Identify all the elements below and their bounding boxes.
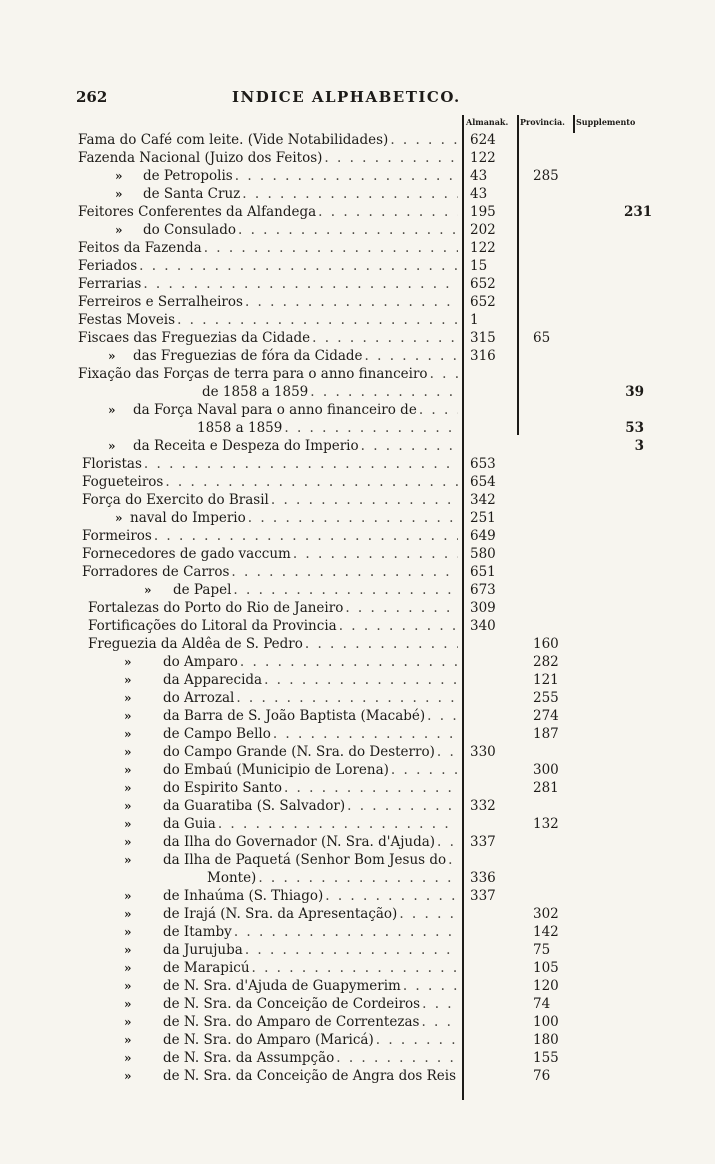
index-entry bbox=[0, 222, 715, 239]
entry-label: de Itamby bbox=[163, 924, 232, 940]
entry-label: da Guia bbox=[163, 816, 216, 832]
leader-dots bbox=[421, 1014, 458, 1031]
page-ref-provincia: 274 bbox=[533, 708, 559, 724]
entry-label: Floristas bbox=[82, 456, 142, 472]
index-entry bbox=[0, 186, 715, 203]
leader-dots bbox=[399, 906, 458, 923]
index-entry bbox=[0, 258, 715, 275]
column-rule-right bbox=[573, 115, 575, 133]
index-entry bbox=[0, 240, 715, 257]
entry-label: Força do Exercito do Brasil bbox=[82, 492, 269, 508]
page-ref-almanak: 15 bbox=[470, 258, 488, 274]
page-ref-almanak: 336 bbox=[470, 870, 496, 886]
leader-dots bbox=[218, 816, 458, 833]
page-ref-almanak: 122 bbox=[470, 150, 496, 166]
page-ref-provincia: 160 bbox=[533, 636, 559, 652]
ditto-mark: » bbox=[124, 763, 132, 777]
entry-label: de N. Sra. do Amparo (Maricá) bbox=[163, 1032, 374, 1048]
page-ref-almanak: 652 bbox=[470, 294, 496, 310]
index-entry bbox=[0, 906, 715, 923]
page-ref-provincia: 121 bbox=[533, 672, 559, 688]
ditto-mark: » bbox=[124, 979, 132, 993]
page-ref-provincia: 285 bbox=[533, 168, 559, 184]
index-entry bbox=[0, 312, 715, 329]
entry-label: de Santa Cruz bbox=[143, 186, 241, 202]
entry-label: de 1858 a 1859 bbox=[202, 384, 309, 400]
index-entry bbox=[0, 330, 715, 347]
ditto-mark: » bbox=[124, 907, 132, 921]
leader-dots bbox=[139, 258, 458, 275]
entry-label: Forradores de Carros bbox=[82, 564, 230, 580]
entry-label: das Freguezias de fóra da Cidade bbox=[133, 348, 363, 364]
ditto-mark: » bbox=[108, 403, 116, 417]
leader-dots bbox=[233, 582, 458, 599]
leader-dots bbox=[391, 762, 458, 779]
ditto-mark: » bbox=[124, 745, 132, 759]
index-entry bbox=[0, 384, 715, 401]
page-ref-provincia: 300 bbox=[533, 762, 559, 778]
leader-dots bbox=[324, 150, 458, 167]
index-entry bbox=[0, 294, 715, 311]
entry-label: 1858 a 1859 bbox=[197, 420, 283, 436]
leader-dots bbox=[448, 852, 458, 869]
page-ref-provincia: 132 bbox=[533, 816, 559, 832]
index-entry bbox=[0, 888, 715, 905]
page-ref-provincia: 302 bbox=[533, 906, 559, 922]
leader-dots bbox=[235, 168, 458, 185]
page-ref-almanak: 43 bbox=[470, 186, 488, 202]
ditto-mark: » bbox=[124, 997, 132, 1011]
page-ref-supplemento: 39 bbox=[625, 384, 644, 400]
entry-label: da Barra de S. João Baptista (Macabé) bbox=[163, 708, 426, 724]
index-entry bbox=[0, 168, 715, 185]
leader-dots bbox=[248, 510, 458, 527]
leader-dots bbox=[264, 672, 458, 689]
column-header-almanak: Almanak. bbox=[466, 117, 509, 127]
index-entry bbox=[0, 510, 715, 527]
page-ref-supplemento: 231 bbox=[624, 204, 653, 220]
leader-dots bbox=[258, 870, 458, 887]
index-entry bbox=[0, 420, 715, 437]
leader-dots bbox=[347, 798, 458, 815]
ditto-mark: » bbox=[124, 709, 132, 723]
leader-dots bbox=[430, 366, 458, 383]
ditto-mark: » bbox=[124, 655, 132, 669]
entry-label: Ferrarias bbox=[78, 276, 142, 292]
entry-label: Feitos da Fazenda bbox=[78, 240, 202, 256]
leader-dots bbox=[284, 780, 458, 797]
page-ref-provincia: 155 bbox=[533, 1050, 559, 1066]
page-ref-almanak: 652 bbox=[470, 276, 496, 292]
entry-label: da Ilha do Governador (N. Sra. d'Ajuda) bbox=[163, 834, 436, 850]
entry-label: da Força Naval para o anno financeiro de bbox=[133, 402, 417, 418]
ditto-mark: » bbox=[124, 943, 132, 957]
leader-dots bbox=[154, 528, 458, 545]
leader-dots bbox=[204, 240, 458, 257]
entry-label: de N. Sra. da Conceição de Cordeiros bbox=[163, 996, 421, 1012]
index-entry bbox=[0, 402, 715, 419]
index-entry bbox=[0, 1032, 715, 1049]
entry-label: da Apparecida bbox=[163, 672, 263, 688]
page-ref-supplemento: 53 bbox=[625, 420, 644, 436]
leader-dots bbox=[284, 420, 458, 437]
entry-label: de Petropolis bbox=[143, 168, 233, 184]
page-ref-provincia: 255 bbox=[533, 690, 559, 706]
ditto-mark: » bbox=[124, 889, 132, 903]
page-ref-provincia: 187 bbox=[533, 726, 559, 742]
entry-label: Fogueteiros bbox=[82, 474, 164, 490]
leader-dots bbox=[305, 636, 458, 653]
entry-label: Formeiros bbox=[82, 528, 152, 544]
entry-label: Feitores Conferentes da Alfandega bbox=[78, 204, 317, 220]
page-ref-provincia: 105 bbox=[533, 960, 559, 976]
entry-label: Ferreiros e Serralheiros bbox=[78, 294, 243, 310]
entry-label: da Receita e Despeza do Imperio bbox=[133, 438, 359, 454]
index-entry bbox=[0, 1068, 715, 1085]
index-entry bbox=[0, 492, 715, 509]
index-entry bbox=[0, 672, 715, 689]
leader-dots bbox=[325, 888, 458, 905]
leader-dots bbox=[236, 690, 458, 707]
index-entry bbox=[0, 474, 715, 491]
leader-dots bbox=[419, 402, 458, 419]
leader-dots bbox=[240, 654, 458, 671]
index-entry bbox=[0, 978, 715, 995]
ditto-mark: » bbox=[124, 799, 132, 813]
ditto-mark: » bbox=[124, 1015, 132, 1029]
entry-label: do Embaú (Municipio de Lorena) bbox=[163, 762, 389, 778]
index-entry bbox=[0, 852, 715, 869]
page-ref-almanak: 673 bbox=[470, 582, 496, 598]
page-ref-almanak: 316 bbox=[470, 348, 496, 364]
entry-label: de N. Sra. da Assumpção bbox=[163, 1050, 335, 1066]
leader-dots bbox=[345, 600, 458, 617]
leader-dots bbox=[310, 384, 458, 401]
index-entry bbox=[0, 546, 715, 563]
ditto-mark: » bbox=[124, 691, 132, 705]
leader-dots bbox=[336, 1050, 458, 1067]
leader-dots bbox=[293, 546, 458, 563]
ditto-mark: » bbox=[124, 1051, 132, 1065]
page-ref-supplemento: 3 bbox=[634, 438, 644, 454]
page-ref-almanak: 342 bbox=[470, 492, 496, 508]
page-ref-almanak: 337 bbox=[470, 888, 496, 904]
index-entry bbox=[0, 690, 715, 707]
page-ref-almanak: 251 bbox=[470, 510, 496, 526]
page-ref-almanak: 330 bbox=[470, 744, 496, 760]
entry-label: do Espirito Santo bbox=[163, 780, 282, 796]
page-ref-almanak: 43 bbox=[470, 168, 488, 184]
entry-label: Freguezia da Aldêa de S. Pedro bbox=[88, 636, 303, 652]
leader-dots bbox=[252, 960, 458, 977]
leader-dots bbox=[427, 708, 458, 725]
entry-label: de N. Sra. do Amparo de Correntezas bbox=[163, 1014, 420, 1030]
index-entry bbox=[0, 798, 715, 815]
page-ref-provincia: 65 bbox=[533, 330, 551, 346]
index-entry bbox=[0, 1050, 715, 1067]
page-ref-almanak: 337 bbox=[470, 834, 496, 850]
leader-dots bbox=[422, 996, 458, 1013]
index-entry bbox=[0, 600, 715, 617]
entry-label: Monte) bbox=[207, 870, 257, 886]
entry-label: de Campo Bello bbox=[163, 726, 271, 742]
entry-label: de N. Sra. da Conceição de Angra dos Reis bbox=[163, 1068, 457, 1084]
entry-label: Fazenda Nacional (Juizo dos Feitos) bbox=[78, 150, 323, 166]
entry-label: Fornecedores de gado vaccum bbox=[82, 546, 291, 562]
ditto-mark: » bbox=[108, 439, 116, 453]
ditto-mark: » bbox=[124, 1033, 132, 1047]
page-ref-provincia: 142 bbox=[533, 924, 559, 940]
page-number: 262 bbox=[76, 88, 108, 106]
page-ref-provincia: 282 bbox=[533, 654, 559, 670]
leader-dots bbox=[231, 564, 458, 581]
index-entry bbox=[0, 438, 715, 455]
leader-dots bbox=[273, 726, 458, 743]
page-ref-provincia: 281 bbox=[533, 780, 559, 796]
index-entry bbox=[0, 996, 715, 1013]
leader-dots bbox=[245, 294, 458, 311]
index-entry bbox=[0, 564, 715, 581]
page-ref-almanak: 202 bbox=[470, 222, 496, 238]
ditto-mark: » bbox=[124, 817, 132, 831]
ditto-mark: » bbox=[115, 511, 123, 525]
page-ref-almanak: 122 bbox=[470, 240, 496, 256]
leader-dots bbox=[403, 978, 458, 995]
leader-dots bbox=[339, 618, 458, 635]
column-header-supplemento: Supplemento bbox=[576, 117, 636, 127]
index-entry bbox=[0, 708, 715, 725]
index-entry bbox=[0, 348, 715, 365]
entry-label: Festas Moveis bbox=[78, 312, 176, 328]
ditto-mark: » bbox=[124, 835, 132, 849]
entry-label: Fortificações do Litoral da Provincia bbox=[88, 618, 337, 634]
index-entry bbox=[0, 654, 715, 671]
leader-dots bbox=[437, 834, 458, 851]
ditto-mark: » bbox=[108, 349, 116, 363]
entry-label: Feriados bbox=[78, 258, 138, 274]
page-ref-almanak: 332 bbox=[470, 798, 496, 814]
page-ref-almanak: 654 bbox=[470, 474, 496, 490]
ditto-mark: » bbox=[124, 1069, 132, 1083]
entry-label: Fiscaes das Freguezias da Cidade bbox=[78, 330, 311, 346]
page-title: INDICE ALPHABETICO. bbox=[232, 88, 461, 106]
index-entry bbox=[0, 762, 715, 779]
entry-label: de Marapicú bbox=[163, 960, 250, 976]
index-entry bbox=[0, 816, 715, 833]
index-entry bbox=[0, 582, 715, 599]
page-ref-provincia: 74 bbox=[533, 996, 551, 1012]
entry-label: de Inhaúma (S. Thiago) bbox=[163, 888, 324, 904]
page-ref-provincia: 100 bbox=[533, 1014, 559, 1030]
index-entry bbox=[0, 960, 715, 977]
leader-dots bbox=[245, 942, 458, 959]
page-ref-almanak: 1 bbox=[470, 312, 479, 328]
leader-dots bbox=[143, 276, 458, 293]
entry-label: de N. Sra. d'Ajuda de Guapymerim bbox=[163, 978, 401, 994]
ditto-mark: » bbox=[124, 961, 132, 975]
index-entry bbox=[0, 1014, 715, 1031]
index-entry bbox=[0, 618, 715, 635]
leader-dots bbox=[437, 744, 458, 761]
ditto-mark: » bbox=[124, 727, 132, 741]
index-entry bbox=[0, 744, 715, 761]
page-ref-provincia: 180 bbox=[533, 1032, 559, 1048]
ditto-mark: » bbox=[124, 925, 132, 939]
entry-label: da Jurujuba bbox=[163, 942, 243, 958]
index-entry bbox=[0, 942, 715, 959]
column-header-provincia: Provincia. bbox=[520, 117, 565, 127]
leader-dots bbox=[312, 330, 458, 347]
index-entry bbox=[0, 636, 715, 653]
entry-label: de Irajá (N. Sra. da Apresentação) bbox=[163, 906, 398, 922]
index-entry bbox=[0, 150, 715, 167]
entry-label: naval do Imperio bbox=[130, 510, 246, 526]
leader-dots bbox=[318, 204, 458, 221]
ditto-mark: » bbox=[115, 169, 123, 183]
ditto-mark: » bbox=[124, 673, 132, 687]
leader-dots bbox=[144, 456, 458, 473]
page-ref-almanak: 651 bbox=[470, 564, 496, 580]
entry-label: de Papel bbox=[173, 582, 232, 598]
index-entry bbox=[0, 780, 715, 797]
page-ref-almanak: 315 bbox=[470, 330, 496, 346]
ditto-mark: » bbox=[144, 583, 152, 597]
entry-label: do Amparo bbox=[163, 654, 238, 670]
page-ref-almanak: 649 bbox=[470, 528, 496, 544]
leader-dots bbox=[238, 222, 458, 239]
page-ref-provincia: 75 bbox=[533, 942, 551, 958]
entry-label: Fortalezas do Porto do Rio de Janeiro bbox=[88, 600, 344, 616]
index-entry bbox=[0, 726, 715, 743]
leader-dots bbox=[390, 132, 458, 149]
page-ref-almanak: 195 bbox=[470, 204, 496, 220]
index-entry bbox=[0, 132, 715, 149]
entry-label: da Guaratiba (S. Salvador) bbox=[163, 798, 346, 814]
page-ref-almanak: 309 bbox=[470, 600, 496, 616]
page-ref-provincia: 120 bbox=[533, 978, 559, 994]
ditto-mark: » bbox=[115, 223, 123, 237]
leader-dots bbox=[234, 924, 458, 941]
entry-label: da Ilha de Paquetá (Senhor Bom Jesus do bbox=[163, 852, 447, 868]
index-entry bbox=[0, 456, 715, 473]
page-ref-almanak: 580 bbox=[470, 546, 496, 562]
leader-dots bbox=[242, 186, 458, 203]
leader-dots bbox=[177, 312, 458, 329]
index-entry bbox=[0, 924, 715, 941]
leader-dots bbox=[376, 1032, 458, 1049]
index-entry bbox=[0, 528, 715, 545]
leader-dots bbox=[165, 474, 458, 491]
entry-label: do Consulado bbox=[143, 222, 236, 238]
index-entry bbox=[0, 366, 715, 383]
index-entry bbox=[0, 204, 715, 221]
page-ref-almanak: 340 bbox=[470, 618, 496, 634]
page-ref-provincia: 76 bbox=[533, 1068, 551, 1084]
leader-dots bbox=[361, 438, 458, 455]
entry-label: do Campo Grande (N. Sra. do Desterro) bbox=[163, 744, 435, 760]
index-entry bbox=[0, 834, 715, 851]
entry-label: Fama do Café com leite. (Vide Notabilidades) bbox=[78, 132, 389, 148]
leader-dots bbox=[271, 492, 458, 509]
page-ref-almanak: 624 bbox=[470, 132, 496, 148]
page-ref-almanak: 653 bbox=[470, 456, 496, 472]
entry-label: do Arrozal bbox=[163, 690, 235, 706]
index-entry bbox=[0, 870, 715, 887]
ditto-mark: » bbox=[115, 187, 123, 201]
leader-dots bbox=[365, 348, 458, 365]
entry-label: Fixação das Forças de terra para o anno financeiro bbox=[78, 366, 428, 382]
index-entry bbox=[0, 276, 715, 293]
ditto-mark: » bbox=[124, 781, 132, 795]
ditto-mark: » bbox=[124, 853, 132, 867]
